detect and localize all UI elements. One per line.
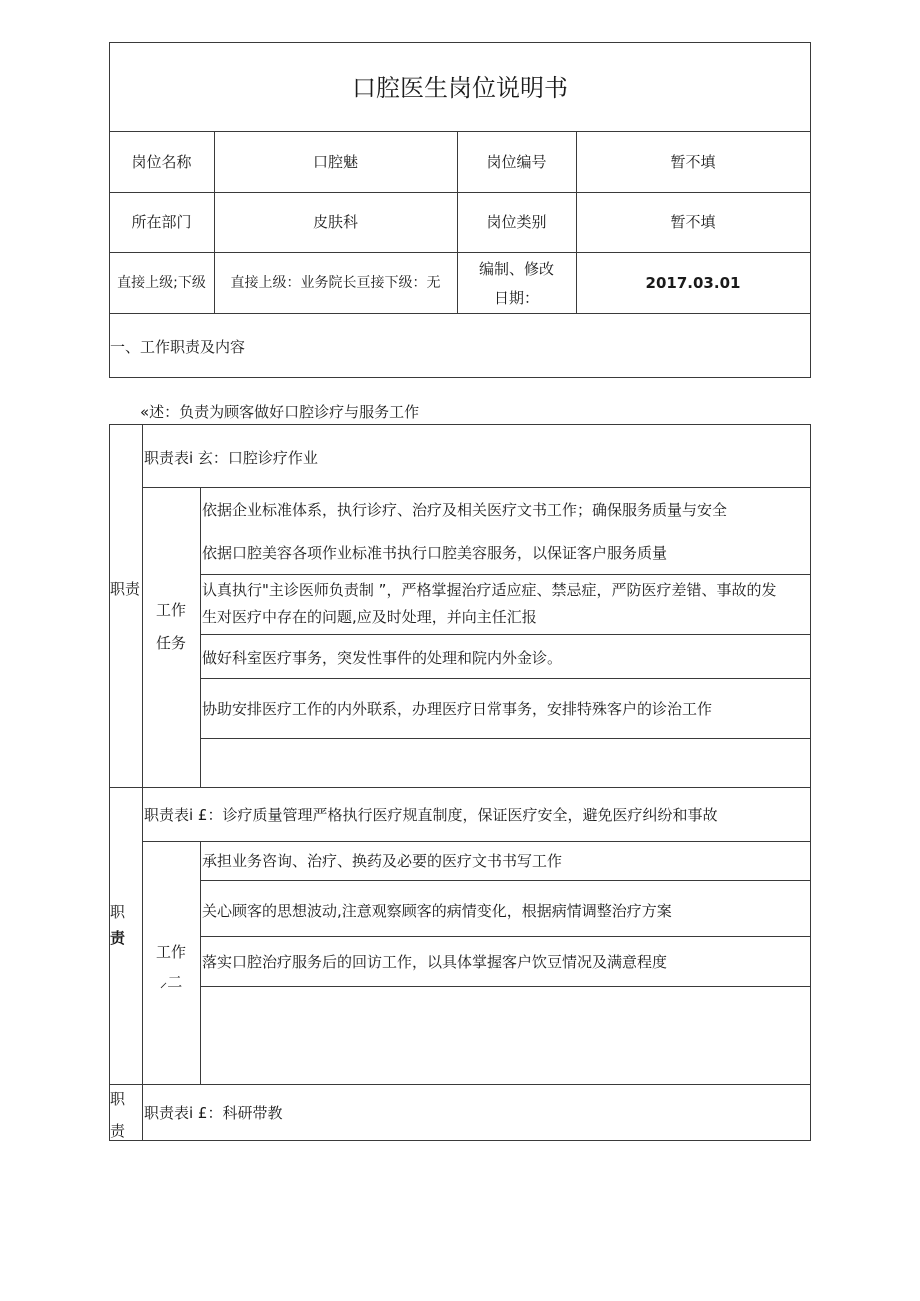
duty-2-task-label-line1: 工作	[155, 943, 186, 961]
rule	[142, 841, 811, 842]
rule	[200, 574, 811, 575]
label-position-name: 岗位名称	[131, 153, 192, 171]
value-edit-date: 2017.03.01	[645, 274, 741, 292]
rule	[142, 487, 811, 488]
duty-1-task-3-line1: 认真执行"主诊医师负责制 ”，严格掌握治疗适应症、禁忌症，严防医疗差错、事故的发	[202, 581, 777, 599]
duty-2-side-label-line2: 责	[110, 929, 126, 947]
duty-1-task-2: 依据口腔美容各项作业标准书执行口腔美容服务，以保证客户服务质量	[202, 544, 668, 562]
page-title: 口腔医生岗位说明书	[352, 74, 568, 102]
duty-2-task-1: 承担业务咨询、治疗、换药及必要的医疗文书书写工作	[202, 852, 563, 870]
duty-1-summary: 职责表i 玄：口腔诊疗作业	[144, 449, 318, 467]
duty-1-task-5: 协助安排医疗工作的内外联系，办理医疗日常事务，安排特殊客户的诊治工作	[202, 700, 713, 718]
rule	[109, 1140, 811, 1141]
value-superior-subordinate: 直接上级：业务院长亘接下级：无	[230, 275, 441, 291]
rule	[200, 738, 811, 739]
duty-1-task-4: 做好科室医疗事务，突发性事件的处理和院内外金诊。	[202, 649, 563, 667]
duty-1-task-label-line1: 工作	[155, 601, 186, 619]
rule	[200, 634, 811, 635]
duty-2-summary: 职责表i £：诊疗质量管理严格执行医疗规直制度，保证医疗安全，避免医疗纠纷和事故	[144, 806, 718, 824]
value-position-category: 暂不填	[670, 213, 716, 231]
job-summary: «述：负责为顾客做好口腔诊疗与服务工作	[140, 403, 420, 421]
duty-2-task-3: 落实口腔治疗服务后的回访工作，以具体掌握客户饮豆情况及满意程度	[202, 953, 668, 971]
rule	[109, 424, 110, 1141]
rule	[200, 936, 811, 937]
value-position-code: 暂不填	[670, 153, 716, 171]
duty-3-side-label-line2: 责	[110, 1122, 126, 1140]
value-department: 皮肤科	[312, 213, 358, 231]
rule	[200, 880, 811, 881]
label-edit-date-line1: 编制、修改	[478, 260, 554, 278]
label-edit-date-line2: 日期：	[493, 289, 539, 307]
rule	[200, 487, 201, 787]
duty-2-side-label-line1: 职	[110, 903, 126, 921]
rule	[109, 42, 811, 43]
section-heading: 一、工作职责及内容	[110, 338, 246, 356]
label-department: 所在部门	[131, 213, 192, 231]
duty-3-summary: 职责表i £：科研带教	[144, 1104, 283, 1122]
rule	[109, 424, 811, 425]
rule	[109, 1084, 811, 1085]
rule	[109, 377, 811, 378]
duty-3-side-label-line1: 职	[110, 1090, 126, 1108]
rule	[200, 986, 811, 987]
duty-1-task-label-line2: 任务	[155, 634, 186, 652]
duty-2-task-2: 关心顾客的思想波动,注意观察顾客的病情变化，根据病情调整治疗方案	[202, 902, 672, 920]
value-position-name: 口腔魅	[312, 153, 358, 171]
rule	[142, 424, 143, 1141]
rule	[109, 787, 811, 788]
rule	[810, 424, 811, 1141]
rule	[200, 841, 201, 1084]
duty-1-task-1: 依据企业标准体系，执行诊疗、治疗及相关医疗文书工作；确保服务质量与安全	[202, 501, 728, 519]
duty-2-task-label-line2: ⸝二	[159, 973, 183, 991]
duty-1-side-label: 职责	[110, 580, 141, 598]
rule	[200, 678, 811, 679]
label-superior-subordinate: 直接上级;下级	[117, 275, 206, 291]
duty-1-task-3-line2: 生对医疗中存在的问题,应及时处理，并向主任汇报	[202, 608, 537, 626]
label-position-category: 岗位类别	[486, 213, 547, 231]
label-position-code: 岗位编号	[486, 153, 547, 171]
